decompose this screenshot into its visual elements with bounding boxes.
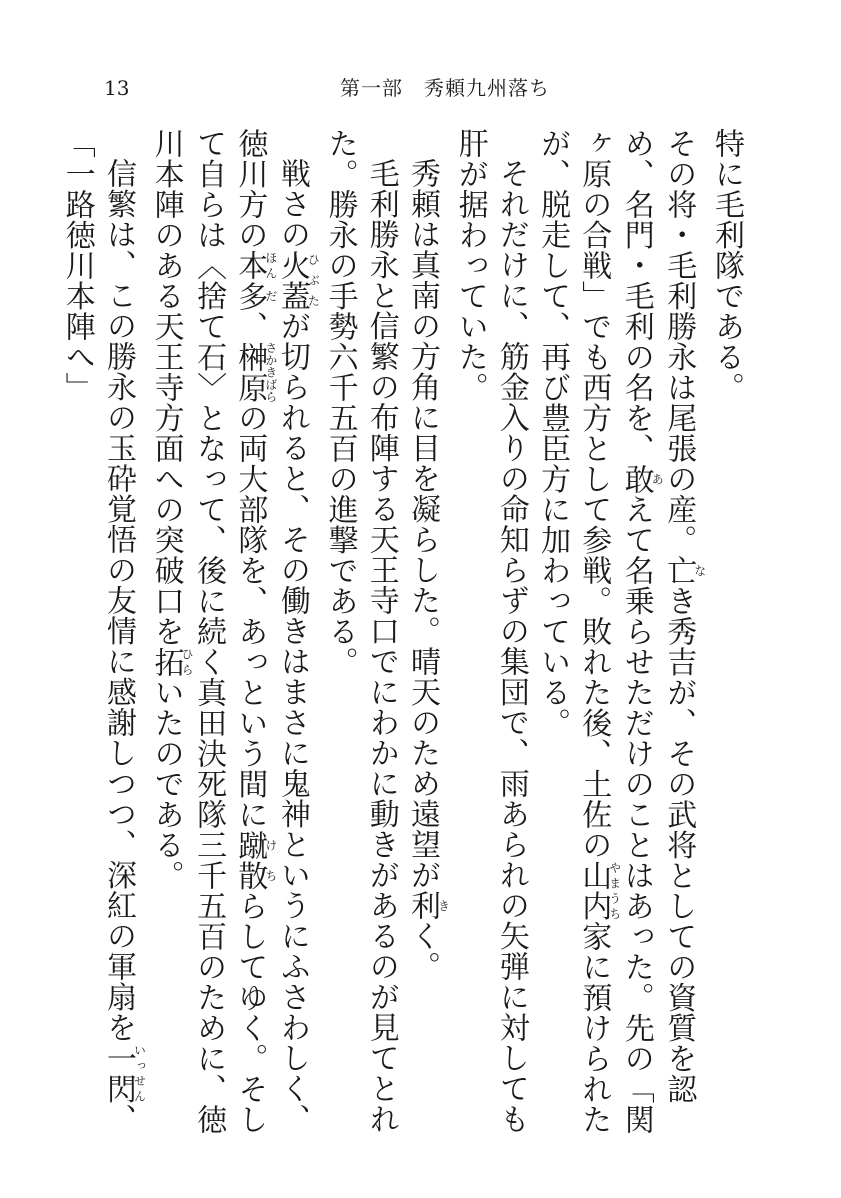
- ruby-base: 山内: [576, 860, 612, 921]
- running-header: 第一部 秀頼九州落ち: [340, 76, 550, 100]
- text-run: 家に預けられたが、脱走して、再び豊臣方に加わっている。: [535, 128, 612, 1135]
- ruby-word: [274, 249, 321, 311]
- paragraph: [532, 128, 706, 1138]
- ruby-reading: いっせん: [132, 1042, 147, 1104]
- ruby-reading: やまうち: [607, 860, 622, 921]
- ruby-reading: さかきばら: [263, 341, 278, 403]
- ruby-base: 火蓋: [274, 249, 310, 311]
- paragraph: [98, 128, 146, 1138]
- ruby-word: [661, 555, 707, 586]
- ruby-base: 敢: [618, 463, 654, 494]
- ruby-word: [232, 250, 278, 281]
- text-run: それだけに、筋金入りの命知らずの集団で、雨あられの矢弾に対しても肝が据わっていた。: [452, 128, 529, 1134]
- ruby-base: 多: [232, 280, 268, 311]
- ruby-base: 利: [404, 890, 440, 921]
- ruby-reading: けち: [263, 829, 278, 891]
- ruby-base: 蹴散: [232, 829, 268, 891]
- ruby-reading: だ: [263, 280, 278, 311]
- ruby-base: 本: [232, 250, 268, 281]
- ruby-base: 榊原: [232, 341, 268, 403]
- paragraph: [145, 128, 319, 1138]
- ruby-reading: あ: [650, 463, 665, 494]
- ruby-reading: ひら: [180, 646, 195, 677]
- vertical-text-body: [59, 128, 747, 1138]
- text-run: いたのである。: [148, 677, 184, 891]
- text-run: えて名乗らせただけのことはあった。先の「関ヶ原の合戦」でも西方として参戦。敗れた後、土佐の: [576, 128, 654, 1135]
- text-run: の両大部隊を、あっという間に: [232, 402, 268, 830]
- ruby-reading: ほん: [263, 250, 278, 281]
- paragraph: [402, 128, 450, 1138]
- paragraph: [57, 128, 98, 1138]
- ruby-base: 亡: [661, 555, 697, 586]
- ruby-reading: き: [436, 890, 451, 921]
- text-run: 戦さの: [274, 158, 310, 250]
- ruby-word: [404, 890, 451, 921]
- text-run: 特に毛利隊である。: [709, 128, 744, 403]
- ruby-word: [148, 646, 195, 678]
- ruby-word: [232, 280, 278, 312]
- ruby-word: [618, 463, 665, 495]
- ruby-word: [232, 829, 278, 891]
- text-run: 、: [232, 311, 268, 342]
- text-run: 、: [100, 1103, 136, 1134]
- ruby-reading: ひぶた: [306, 249, 321, 311]
- text-run: く。: [404, 920, 440, 982]
- paragraph: [706, 128, 747, 1138]
- text-run: が切られると、その働きはまさに鬼神というにふさわしく、徳川方の: [232, 128, 310, 1134]
- ruby-word: [576, 860, 622, 921]
- ruby-base: 拓: [148, 646, 184, 677]
- text-run: その将・毛利勝永は尾張の産。: [661, 128, 697, 555]
- text-run: き秀吉が、その武将としての資質を認め、名門・毛利の名を、: [618, 128, 697, 1104]
- text-run: らしてゆく。そして自らは〈捨て石〉となって、後に続く真田決死隊三千五百のために、徳川本陣のある天王寺方面への突破口を: [148, 128, 268, 1135]
- text-run: 信繁は、この勝永の玉砕覚悟の友情に感謝しつつ、深紅の軍扇を: [100, 158, 136, 1043]
- ruby-base: 一閃: [100, 1042, 136, 1104]
- page-number: 13: [104, 76, 130, 100]
- ruby-reading: な: [692, 555, 707, 586]
- text-run: 秀頼は真南の方角に目を凝らした。晴天のため遠望が: [404, 158, 440, 890]
- text-run: 毛利勝永と信繁の布陣する天王寺口でにわかに動きがあるのが見てとれた。勝永の手勢六千五百の進撃である。: [322, 128, 399, 1134]
- text-run: 「一路徳川本陣へ」: [59, 128, 95, 403]
- ruby-word: [232, 341, 278, 403]
- paragraph: [319, 128, 401, 1138]
- paragraph: [449, 128, 531, 1138]
- ruby-word: [100, 1042, 147, 1104]
